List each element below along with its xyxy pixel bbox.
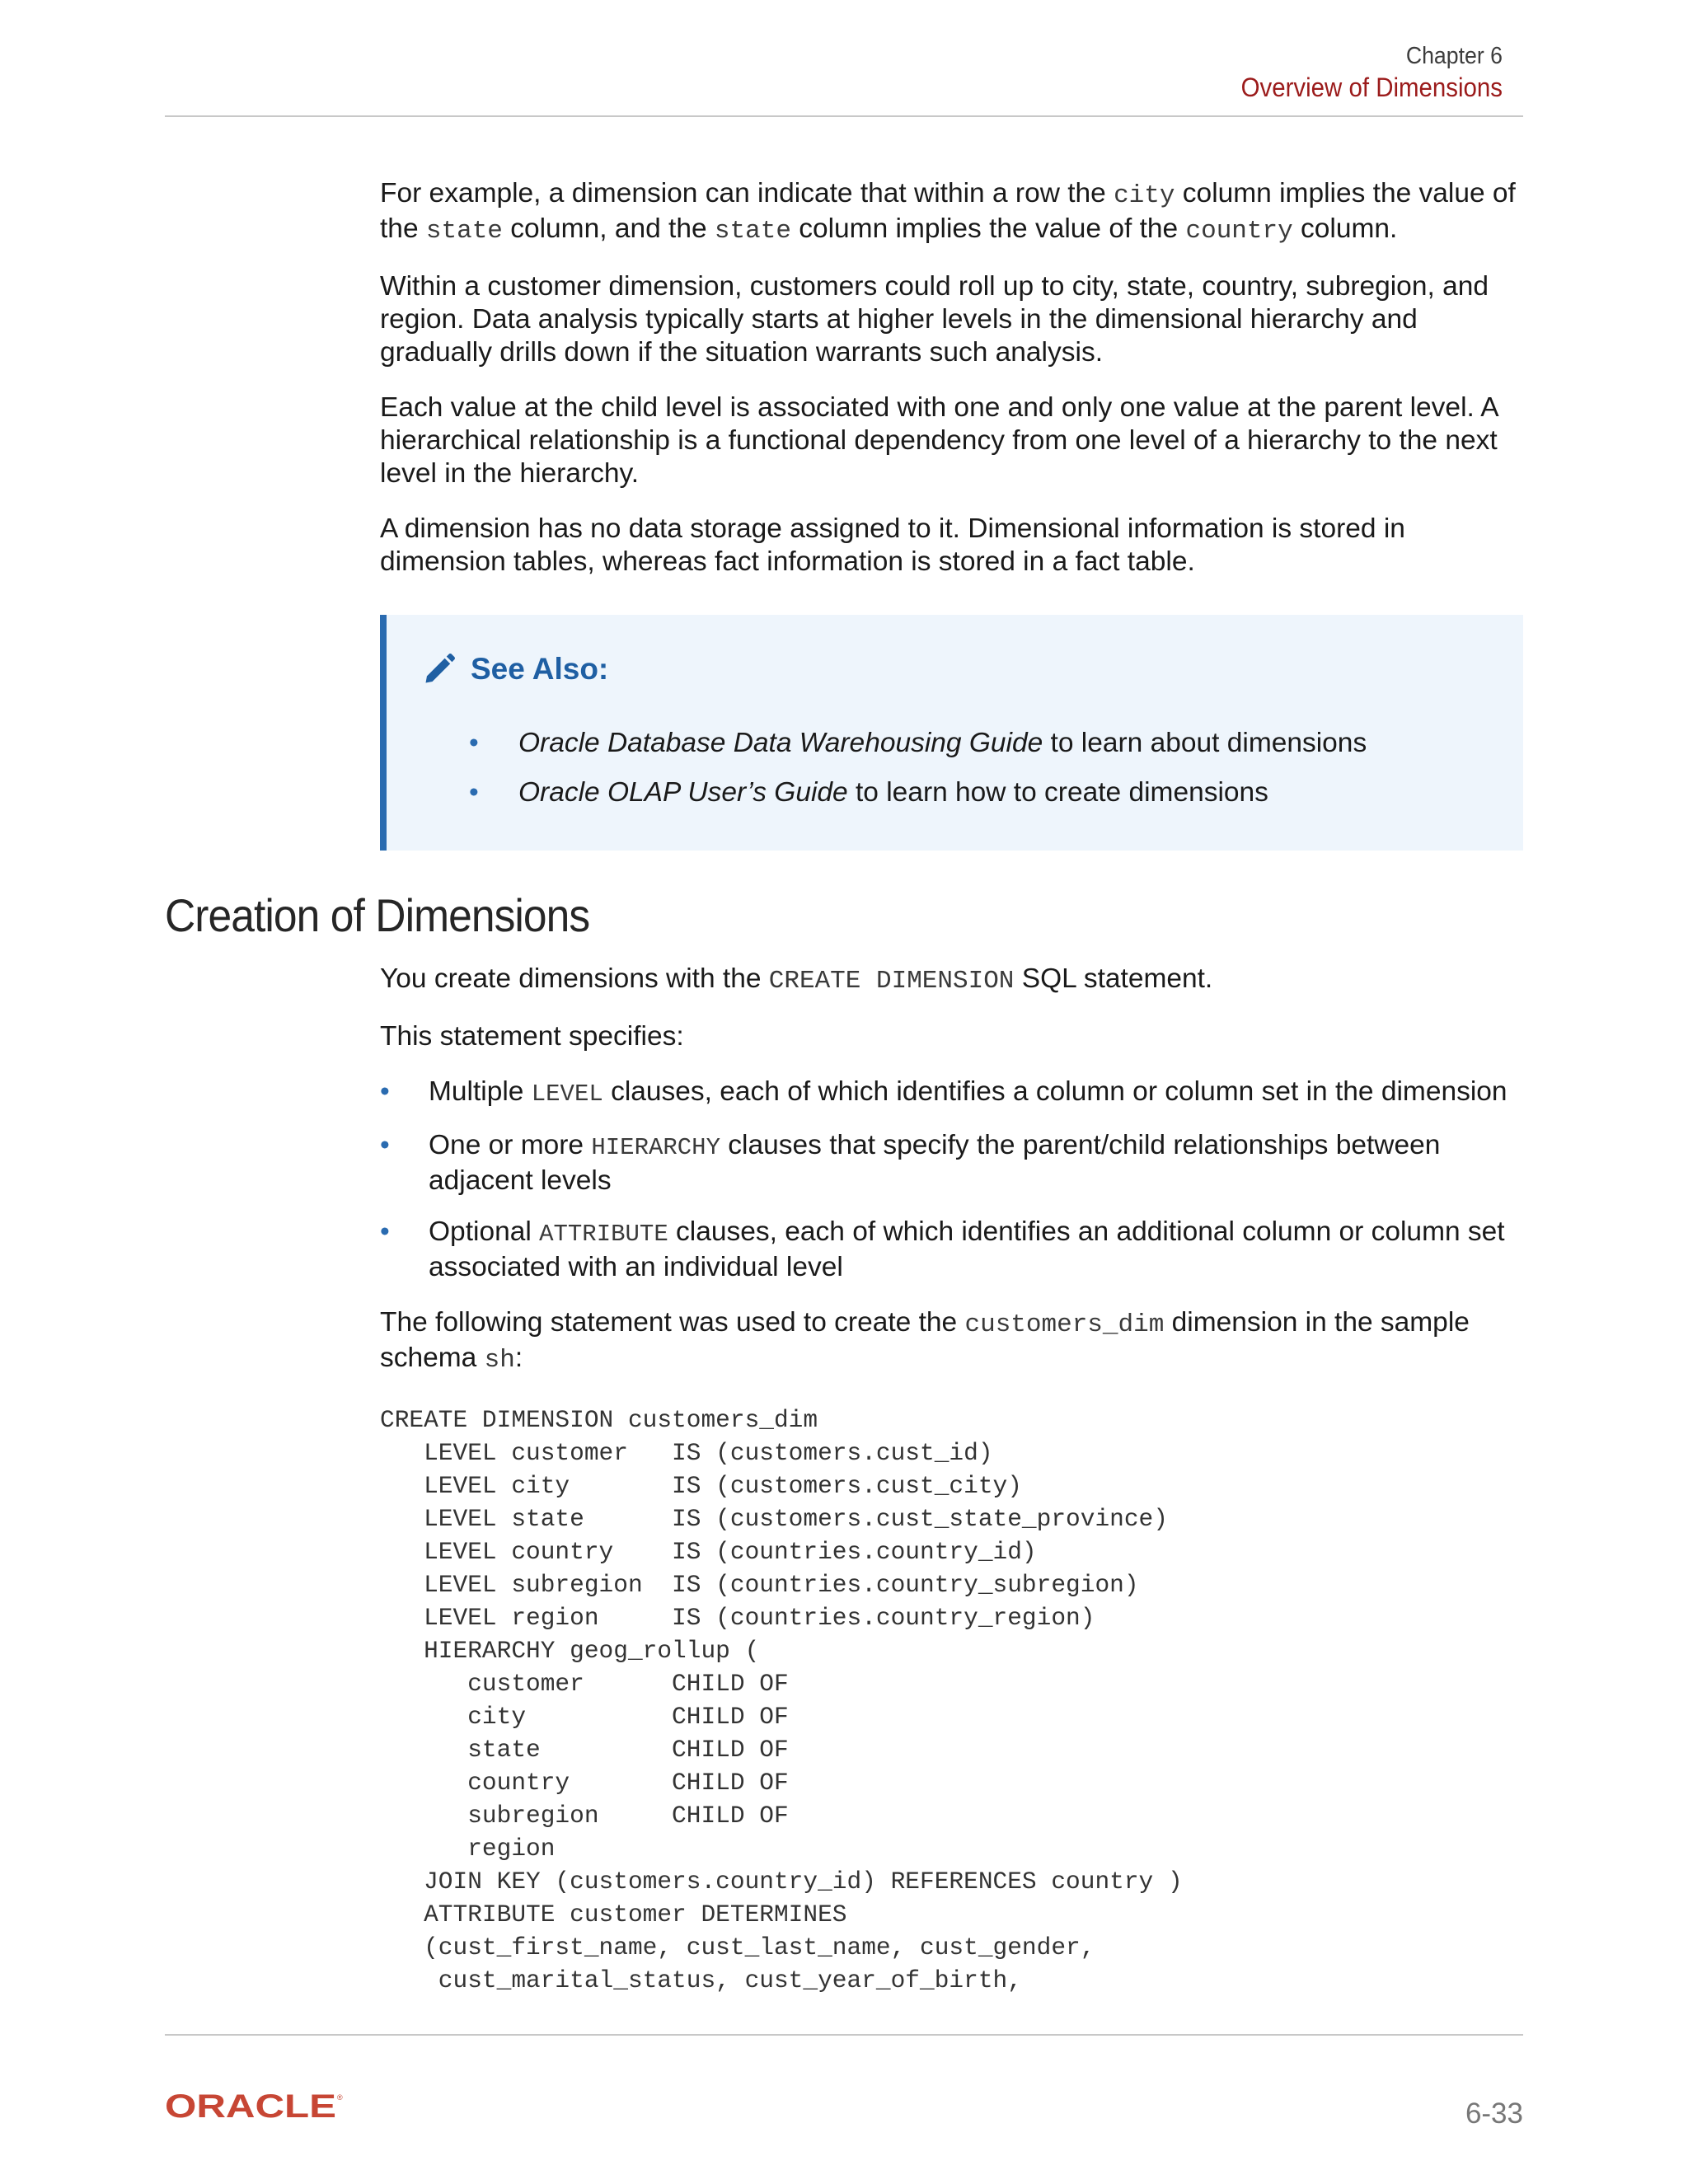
inline-code: city: [1114, 181, 1175, 210]
paragraph: A dimension has no data storage assigned to it. Dimensional information is stored in dimension tables, whereas fact information is stored in a fact table.: [380, 513, 1405, 577]
code-example: CREATE DIMENSION customers_dim LEVEL customer IS (customers.cust_id) LEVEL city IS (customers.cust_city) LEVEL state IS (customers.cust_state_province) LEVEL country IS (countries.country_id) LEVEL subregion IS (countries.country_subregion) LEVEL region IS (countries.country_region) HIERARCHY geog_rollup ( customer CHILD OF city CHILD OF state CHILD OF country CHILD OF subregion CHILD OF region JOIN KEY (customers.country_id) REFERENCES country ) ATTRIBUTE customer DETERMINES (cust_first_name, cust_last_name, cust_gender, cust_marital_status, cust_year_of_birth,: [380, 1406, 1183, 1994]
bullet-list: [380, 1076, 1523, 1284]
paragraph: Each value at the child level is associated with one and only one value at the parent level. A hierarchical relationship is a functional dependency from one level of a hierarchy to the next level in the hierarchy.: [380, 392, 1498, 489]
section-text: [380, 963, 1523, 1399]
section-title-link[interactable]: Overview of Dimensions: [1240, 73, 1503, 102]
paragraph: For example, a dimension can indicate that within a row the city column implies the value of the state column, and the state column implies the value of the country column.: [380, 178, 1516, 246]
see-also-title: See Also:: [471, 652, 609, 686]
guide-link[interactable]: Oracle OLAP User’s Guide: [518, 777, 848, 808]
guide-link[interactable]: Oracle Database Data Warehousing Guide: [518, 728, 1043, 758]
see-also-note: [380, 615, 1523, 851]
paragraph: Within a customer dimension, customers could roll up to city, state, country, subregion, and region. Data analysis typically starts at higher levels in the dimensional hierarchy and gradually drills down if the situation warrants such analysis.: [380, 271, 1489, 368]
svg-text:®: ®: [337, 2093, 343, 2102]
inline-code: country: [1185, 217, 1293, 246]
page-number: 6-33: [1465, 2097, 1523, 2130]
inline-code: LEVEL: [531, 1080, 603, 1108]
inline-code: ATTRIBUTE: [539, 1221, 668, 1248]
inline-code: customers_dim: [964, 1310, 1165, 1339]
svg-text:ORACLE: ORACLE: [165, 2092, 336, 2120]
inline-code: CREATE DIMENSION: [768, 967, 1015, 996]
list-item: • Multiple LEVEL clauses, each of which identifies a column or column set in the dimension: [380, 1076, 1507, 1108]
chapter-label: Chapter 6: [1405, 43, 1503, 69]
oracle-logo: [165, 2092, 345, 2120]
footer-rule: [165, 2034, 1523, 2036]
list-item: • Oracle Database Data Warehousing Guide to learn about dimensions: [469, 728, 1367, 758]
running-header: [1218, 41, 1503, 104]
list-item: • Optional ATTRIBUTE clauses, each of which identifies an additional column or column set associated with an individual level: [380, 1216, 1505, 1282]
header-rule: [165, 115, 1523, 117]
inline-code: sh: [484, 1346, 515, 1375]
paragraph: This statement specifies:: [380, 1021, 684, 1052]
inline-code: HIERARCHY: [591, 1134, 720, 1161]
list-item: • Oracle OLAP User’s Guide to learn how to create dimensions: [469, 777, 1268, 808]
pencil-icon: [421, 651, 457, 687]
intro-text: [380, 177, 1523, 601]
list-item: • One or more HIERARCHY clauses that specify the parent/child relationships between adjacent levels: [380, 1130, 1441, 1196]
see-also-header: [421, 651, 608, 687]
inline-code: state: [425, 217, 503, 246]
see-also-list: [469, 727, 1367, 826]
section-heading: Creation of Dimensions: [165, 889, 590, 941]
paragraph: You create dimensions with the CREATE DIMENSION SQL statement.: [380, 963, 1213, 996]
inline-code: state: [714, 217, 791, 246]
paragraph: The following statement was used to create the customers_dim dimension in the sample schema sh:: [380, 1307, 1470, 1375]
